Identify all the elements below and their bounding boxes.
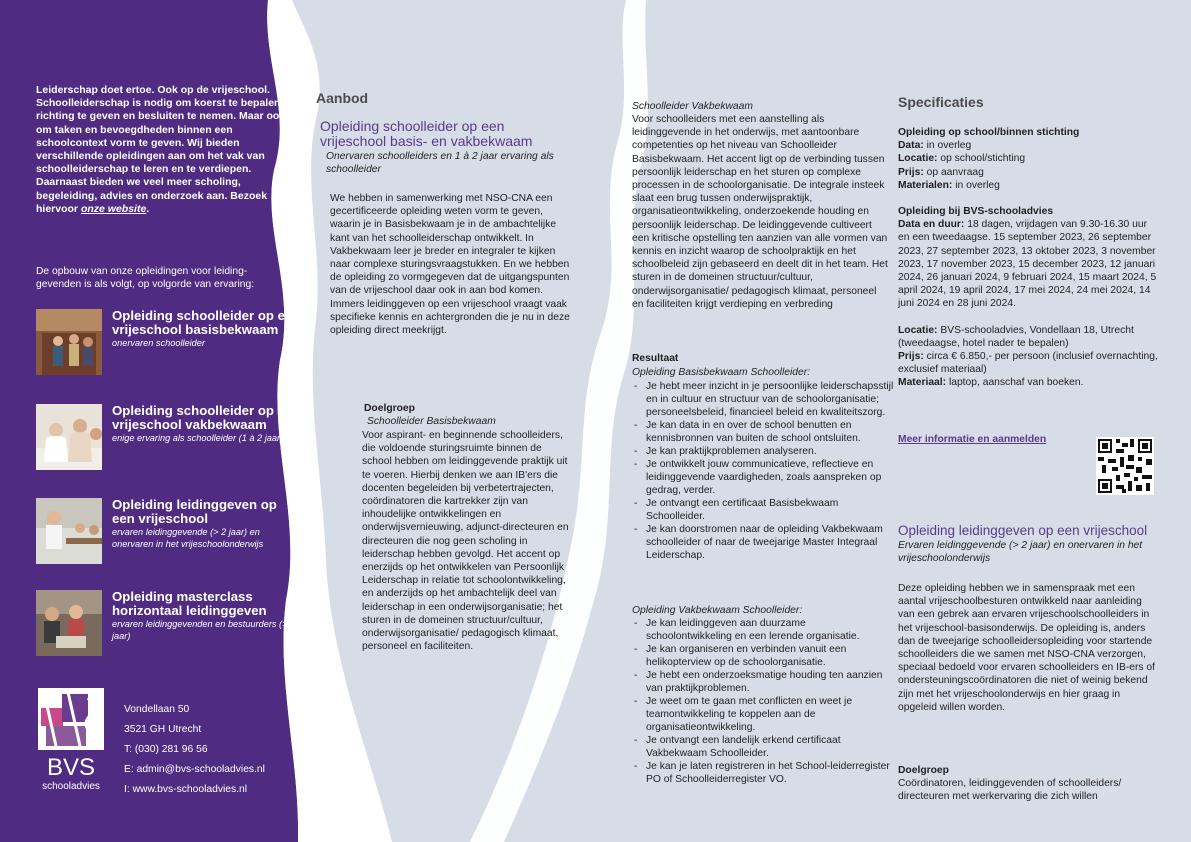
logo-name: schooladvies — [42, 781, 100, 792]
logo-mark-icon — [38, 688, 104, 750]
basisbekwaam-result-heading: Opleiding Basisbekwaam Schoolleider: — [632, 367, 811, 378]
course-item-basisbekwaam[interactable] — [36, 308, 301, 379]
specificaties-block — [898, 126, 1160, 390]
course-subtitle: ervaren leidinggevende (> 2 jaar) en onervaren in het vrijeschoolonderwijs — [112, 527, 264, 549]
specificaties-heading: Specificaties — [898, 94, 984, 110]
course-title: Opleiding schoolleider op een vrijeschool vakbekwaam — [112, 403, 301, 432]
vakbekwaam-result-list — [632, 617, 894, 786]
list-item: - Je ontwikkelt jouw communicatieve, reflectieve en leidinggevende vaardigheden, zoals aanspreken op gedrag, verder. — [632, 458, 894, 497]
course-item-masterclass[interactable] — [36, 590, 298, 660]
aanbod-heading: Aanbod — [316, 90, 369, 106]
course-subtitle: ervaren leidinggevenden en bestuurders (> 3 jaar) — [112, 619, 296, 641]
leidinggeven-heading: Opleiding leidinggeven op een vrijeschool — [898, 523, 1148, 538]
list-item: - Je kan doorstromen naar de opleiding Vakbekwaam schoolleider of naar de tweejarige Master Integraal Leiderschap. — [632, 523, 894, 562]
vakbekwaam-paragraph: Voor schoolleiders met een aanstelling als leidinggevende in het onderwijs, met aantoonbare competenties op het niveau van Schoolleider Basisbekwaam. Het accent ligt op de verbinding tussen persoonlijk leiderschap en het sturen op complexe processen in de schoolorganisatie. De integrale insteek slaat een brug tussen onderwijspraktijk, organisatieontwikkeling, onderzoekende houding en persoonlijk leiderschap. De leidinggevende cultiveert een kritische opstelling ten aanzien van alle vormen van kennis en inzicht waarop de schoolpraktijk en het schoolbeleid zijn gebaseerd en deelt dit in het team. Het sturen in de domeinen structuur/cultuur, onderwijsorganisatie/ pedagogisch klimaat, personeel en faciliteiten krijgt verdieping en verbreding — [632, 114, 888, 310]
spec-line: Prijs: circa € 6.850,- per persoon (inclusief overnachting, exclusief materiaal) — [898, 351, 1158, 376]
course-photo — [36, 498, 102, 564]
contact-phone: T: (030) 281 96 56 — [124, 744, 208, 755]
website-link[interactable]: onze website — [80, 202, 147, 215]
course-item-leidinggeven[interactable] — [36, 498, 298, 568]
course-photo — [36, 590, 102, 656]
bvs-logo — [38, 688, 104, 792]
spec-bvs-title: Opleiding bij BVS-schooladvies — [898, 206, 1054, 218]
spec-line: Data: in overleg — [898, 140, 972, 152]
spec-line: Materiaal: laptop, aanschaf van boeken. — [898, 377, 1084, 389]
spec-school-title: Opleiding op school/binnen stichting — [898, 127, 1080, 138]
list-item: - Je weet om te gaan met conflicten en weet je teamontwikkeling te koppelen aan de organisatieontwikkeling. — [632, 695, 894, 734]
contact-postcode: 3521 GH Utrecht — [124, 724, 202, 735]
course-title: Opleiding masterclass horizontaal leidinggeven — [112, 589, 267, 618]
list-item: - Je kan leidinggeven aan duurzame schoolontwikkeling en een lerende organisatie. — [632, 617, 894, 643]
qr-code-icon[interactable] — [1096, 437, 1154, 495]
resultaat-heading: Resultaat — [632, 353, 679, 364]
contact-email[interactable]: E: admin@bvs-schooladvies.nl — [124, 764, 265, 775]
basisbekwaam-result-list — [632, 380, 894, 562]
course-heading: Opleiding schoolleider op een vrijeschool basis- en vakbekwaam — [320, 118, 533, 149]
list-item: - Je kan praktijkproblemen analyseren. — [632, 445, 894, 458]
spec-line: Materialen: in overleg — [898, 179, 1000, 191]
intro-text: Leiderschap doet ertoe. Ook op de vrijeschool. Schoolleiderschap is nodig om koerst te bepalen, richting te geven en besluiten te nemen. Maar ook om taken en bevoegdheden binnen een schoolcontext vorm te geven. Wij bieden verschillende opleidingen aan om het vak van schoolleiderschap te leren en te verdiepen. Daarnaast bieden we veel meer scholing, begeleiding, advies en onderzoek aan. Bezoek hiervoor onze website. — [36, 84, 286, 215]
meer-informatie-link[interactable]: Meer informatie en aanmelden — [898, 434, 1047, 445]
list-item: - Je kan data in en over de school benutten en kennisbronnen van buiten de school ontsluiten. — [632, 419, 894, 445]
contact-block — [124, 700, 265, 800]
leidinggeven-doelgroep-text: Coördinatoren, leidinggevenden of schoolleiders/ directeuren met werkervaring die zich willen — [898, 778, 1122, 803]
spec-line: Data en duur: 18 dagen, vrijdagen van 9.30-16.30 uur en een tweedaagse. 15 september 2023, 26 september 2023, 27 september 2023, 13 oktober 2023, 3 november 2023, 17 november 2023, 15 december 2023, 12 januari 2024, 26 januari 2024, 9 februari 2024, 15 maart 2024, 5 april 2024, 19 april 2024, 17 mei 2024, 24 mei 2024, 14 juni 2024 en 28 juni 2024. — [898, 219, 1157, 310]
list-item: - Je ontvangt een certificaat Basisbekwaam Schoolleider. — [632, 497, 894, 523]
list-item: - Je kan organiseren en verbinden vanuit een helikopterview op de schoolorganisatie. — [632, 643, 894, 669]
list-item: - Je kan je laten registreren in het School-leiderregister PO of Schoolleiderregister VO. — [632, 760, 894, 786]
doelgroep-paragraph: Voor aspirant- en beginnende schoolleiders, die voldoende sturingsruimte binnen de school hebben om leidinggevende praktijk uit te voeren. Hierbij denken we aan IB'ers die docenten begeleiden bij verbetertrajecten, coördinatoren die kartrekker zijn van inhoudelijke ontwikkelingen en onderwijsvernieuwing, adjunct-directeuren en directeuren die nog geen scholing in leiderschap hebben gevolgd. Het accent op enerzijds op het ontwikkelen van Persoonlijk Leiderschap in relatie tot schoolontwikkeling, en anderzijds op het ambachtelijk deel van leiderschap in een onderwijsorganisatie; het sturen in de domeinen structuur/cultuur, onderwijsorganisatie/ pedagogisch klimaat, personeel en faciliteiten. — [362, 430, 569, 653]
opbouw-text: De opbouw van onze opleidingen voor leiding-gevenden is als volgt, op volgorde van ervaring: — [36, 266, 255, 290]
contact-address: Vondellaan 50 — [124, 704, 190, 715]
course-title: Opleiding schoolleider op een vrijeschool basisbekwaam — [112, 308, 301, 337]
vakbekwaam-heading: Schoolleider Vakbekwaam — [632, 101, 753, 112]
doelgroep-subheading: Schoolleider Basisbekwaam — [367, 416, 496, 427]
logo-letters: BVS — [46, 754, 96, 781]
list-item: - Je hebt een onderzoeksmatige houding ten aanzien van praktijkproblemen. — [632, 669, 894, 695]
course-photo — [36, 309, 102, 375]
spec-line: Prijs: op aanvraag — [898, 166, 984, 178]
doelgroep-heading: Doelgroep — [364, 403, 415, 414]
list-item: - Je hebt meer inzicht in je persoonlijke leiderschapsstijl en in cultuur en structuur van de schoolorganisatie; personeelsbeleid, financieel beleid en kwaliteitszorg. — [632, 380, 894, 419]
leidinggeven-paragraph: Deze opleiding hebben we in samenspraak met een aantal vrijeschoolbesturen ontwikkeld naar aanleiding van een gebrek aan ervaren vrijeschoolschoolleiders in het vrijeschool-basisonderwijs. De opleiding is, anders dan de tweejarige schoolleidersopleiding voor startende schoolleiders die we samen met NSO-CNA verzorgen, speciaal bedoeld voor ervaren schoolleiders en IB-ers of ondersteuningscoördinatoren die niet of weinig bekend zijn met het vrijeschoolonderwijs en hier graag in opgeleid willen worden. — [898, 583, 1155, 713]
list-item: - Je ontvangt een landelijk erkend certificaat Vakbekwaam Schoolleider. — [632, 734, 894, 760]
course-subtitle: enige ervaring als schoolleider (1 à 2 jaar) — [112, 433, 284, 443]
course-subheading: Onervaren schoolleiders en 1 à 2 jaar ervaring als schoolleider — [326, 151, 554, 176]
course-intro-paragraph: We hebben in samenwerking met NSO-CNA een gecertificeerde opleiding weten vorm te geven, waarin je in Basisbekwaam je in de ambachtelijke kant van het schoolleiderschap ontwikkelt. In Vakbekwaam leer je breder en integraler te kijken naar complexe sturingsvraagstukken. En we hebben de opleiding zo vormgegeven dat de uitgangspunten van de vrijeschool daar ook in aan bod komen. Immers leidinggeven op een vrijeschool vraagt vaak specifieke kennis en achtergronden die je nu in deze opleiding direct meekrijgt. — [330, 193, 570, 337]
vakbekwaam-result-heading: Opleiding Vakbekwaam Schoolleider: — [632, 605, 803, 616]
contact-website[interactable]: I: www.bvs-schooladvies.nl — [124, 784, 248, 795]
spec-line: Locatie: op school/stichting — [898, 153, 1026, 165]
course-item-vakbekwaam[interactable] — [36, 403, 301, 474]
leidinggeven-doelgroep-heading: Doelgroep — [898, 765, 949, 776]
spec-line: Locatie: BVS-schooladvies, Vondellaan 18, Utrecht (tweedaagse, hotel nader te bepalen) — [898, 324, 1134, 349]
course-title: Opleiding leidinggeven op een vrijeschool — [112, 497, 277, 526]
leidinggeven-subheading: Ervaren leidinggevende (> 2 jaar) en onervaren in het vrijeschoolonderwijs — [898, 540, 1143, 565]
course-subtitle: onervaren schoolleider — [112, 338, 205, 348]
course-photo — [36, 404, 102, 470]
